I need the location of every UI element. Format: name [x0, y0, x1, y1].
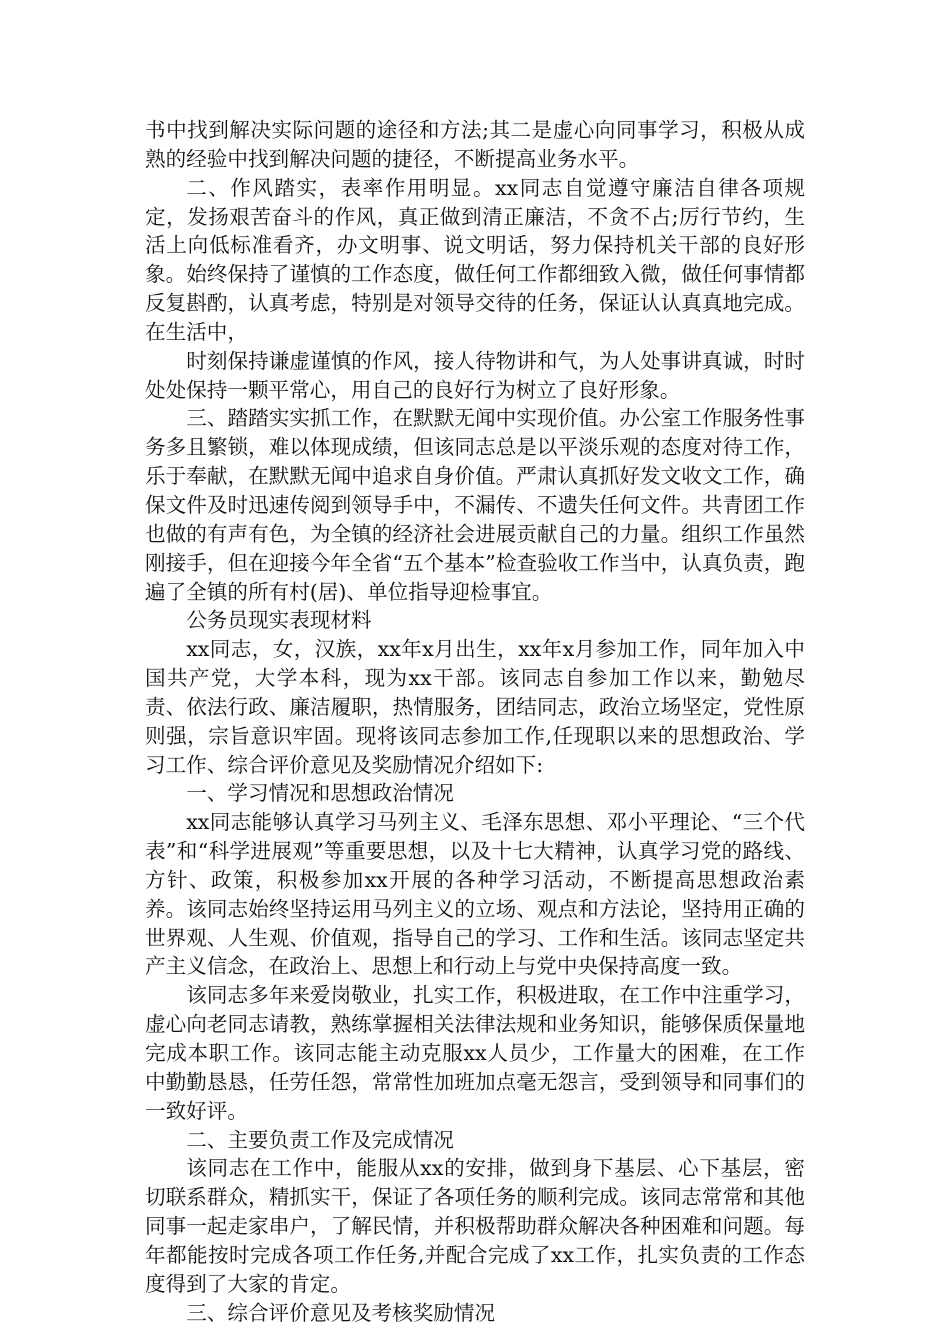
heading-evaluation: 三、综合评价意见及考核奖励情况 [186, 1300, 496, 1325]
paragraph-continuation: 书中找到解决实际问题的途径和方法;其二是虚心向同事学习，积极从成熟的经验中找到解决问题的捷径，不断提高业务水平。 [145, 118, 805, 171]
paragraph-intro: xx同志，女，汉族，xx年x月出生，xx年x月参加工作，同年加入中国共产党，大学本科，现为xx干部。该同志自参加工作以来，勤勉尽责、依法行政、廉洁履职，热情服务，团结同志，政治立场坚定，党性原则强，宗旨意识牢固。现将该同志参加工作,任现职以来的思想政治、学习工作、综合评价意见及奖励情况介绍如下: [145, 637, 805, 777]
heading-study-politics: 一、学习情况和思想政治情况 [186, 781, 454, 806]
paragraph-section-three: 三、踏踏实实抓工作，在默默无闻中实现价值。办公室工作服务性事务多且繁锁，难以体现成绩，但该同志总是以平淡乐观的态度对待工作，乐于奉献，在默默无闻中追求自身价值。严肃认真抓好发文收文工作，确保文件及时迅速传阅到领导手中，不漏传、不遗失任何文件。共青团工作也做的有声有色，为全镇的经济社会进展贡献自己的力量。组织工作虽然刚接手，但在迎接今年全省“五个基本”检查验收工作当中，认真负责，跑遍了全镇的所有村(居)、单位指导迎检事宜。 [145, 406, 805, 604]
paragraph-humility: 时刻保持谦虚谨慎的作风，接人待物讲和气，为人处事讲真诚，时时处处保持一颗平常心，用自己的良好行为树立了良好形象。 [145, 348, 805, 402]
paragraph-study: xx同志能够认真学习马列主义、毛泽东思想、邓小平理论、“三个代表”和“科学进展观”等重要思想，以及十七大精神，认真学习党的路线、方针、政策，积极参加xx开展的各种学习活动，不断提高思想政治素养。该同志始终坚持运用马列主义的立场、观点和方法论，坚持用正确的世界观、人生观、价值观，指导自己的学习、工作和生活。该同志坚定共产主义信念，在政治上、思想上和行动上与党中央保持高度一致。 [145, 810, 805, 979]
paragraph-dedication: 该同志多年来爱岗敬业，扎实工作，积极进取，在工作中注重学习，虚心向老同志请教，熟练掌握相关法律法规和业务知识，能够保质保量地完成本职工作。该同志能主动克服xx人员少，工作量大的困难，在工作中勤勤恳恳，任劳任怨，常常性加班加点毫无怨言，受到领导和同事们的一致好评。 [145, 983, 805, 1123]
paragraph-section-two: 二、作风踏实，表率作用明显。xx同志自觉遵守廉洁自律各项规定，发扬艰苦奋斗的作风，真正做到清正廉洁，不贪不占;厉行节约，生活上向低标准看齐，办文明事、说文明话，努力保持机关干部的良好形象。始终保持了谨慎的工作态度，做任何工作都细致入微，做任何事情都反复斟酌，认真考虑，特别是对领导交待的任务，保证认认真真地完成。在生活中， [145, 175, 805, 344]
document-title: 公务员现实表现材料 [186, 608, 372, 633]
paragraph-main-work: 该同志在工作中，能服从xx的安排，做到身下基层、心下基层，密切联系群众，精抓实干，保证了各项任务的顺利完成。该同志常常和其他同事一起走家串户，了解民情，并积极帮助群众解决各种困难和问题。每年都能按时完成各项工作任务,并配合完成了xx工作，扎实负责的工作态度得到了大家的肯定。 [145, 1156, 805, 1296]
heading-main-work: 二、主要负责工作及完成情况 [186, 1127, 454, 1152]
document-body [145, 116, 805, 1327]
